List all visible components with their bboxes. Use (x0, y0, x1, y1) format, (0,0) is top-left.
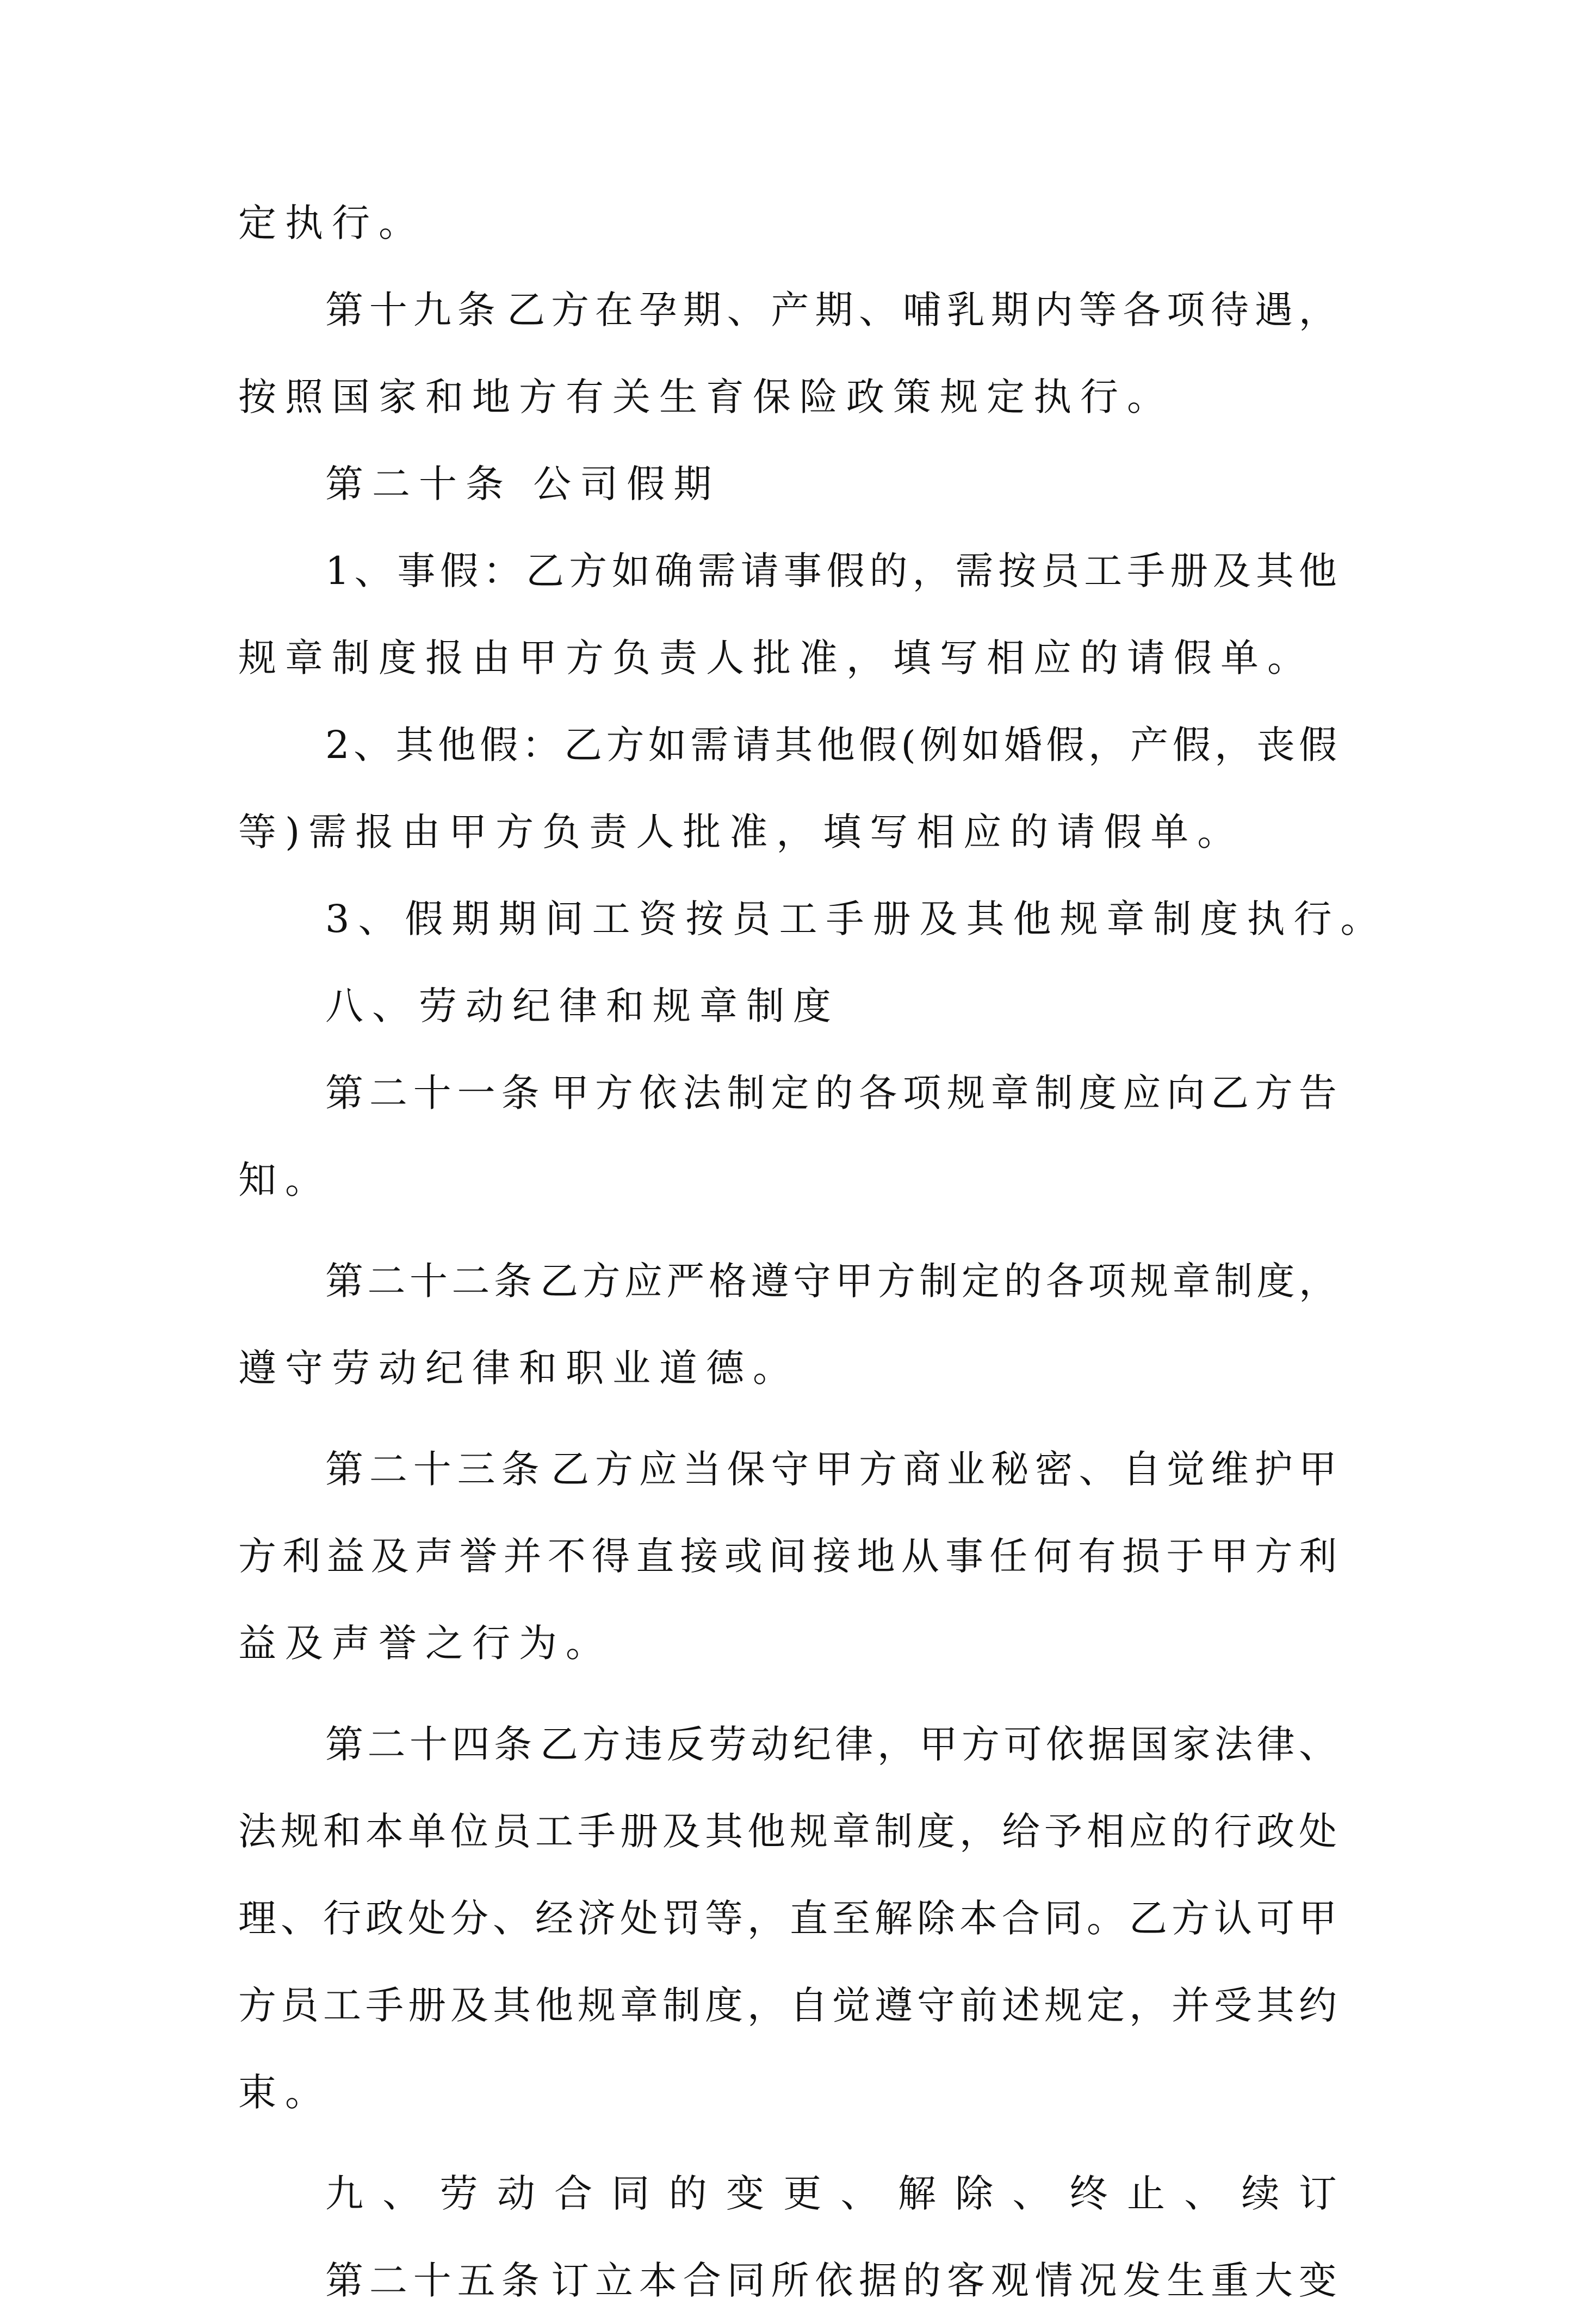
text-line: 第 二 十 三 条 乙 方 应 当 保 守 甲 方 商 业 秘 密 、 自 觉 维 护 甲 (325, 1447, 1337, 1492)
document-body (238, 179, 1387, 2324)
text-line: 第 十 九 条 乙 方 在 孕 期 、 产 期 、 哺 乳 期 内 等 各 项 待 遇 ， (325, 288, 1337, 332)
text-line: 3、假期期间工资按员工手册及其他规章制度执行。 (325, 897, 1387, 941)
text-line: 第 二 十 五 条 订 立 本 合 同 所 依 据 的 客 观 情 况 发 生 重 大 变 (325, 2258, 1337, 2303)
text-line: 1 、 事 假 ： 乙 方 如 确 需 请 事 假 的 ， 需 按 员 工 手 册 及 其 他 (325, 549, 1337, 593)
text-line: 定执行。 (238, 201, 425, 245)
text-line: 方 员 工 手 册 及 其 他 规 章 制 度 ， 自 觉 遵 守 前 述 规 定 ， 并 受 其 约 (238, 1983, 1337, 2028)
text-line: 方 利 益 及 声 誉 并 不 得 直 接 或 间 接 地 从 事 任 何 有 损 于 甲 方 利 (238, 1534, 1337, 1579)
text-line: 规章制度报由甲方负责人批准，填写相应的请假单。 (238, 636, 1314, 680)
text-line: 按照国家和地方有关生育保险政策规定执行。 (238, 375, 1174, 419)
text-line: 第二十条 公司假期 (325, 462, 721, 506)
text-line: 遵守劳动纪律和职业道德。 (238, 1346, 800, 1390)
text-line: 法 规 和 本 单 位 员 工 手 册 及 其 他 规 章 制 度 ， 给 予 相 应 的 行 政 处 (238, 1809, 1337, 1854)
text-line: 2 、 其 他 假 ： 乙 方 如 需 请 其 他 假 ( 例 如 婚 假 ， 产 假 ， 丧 假 (325, 723, 1337, 767)
text-line: 束。 (238, 2070, 332, 2115)
text-line: 益及声誉之行为。 (238, 1621, 612, 1666)
text-line: 知。 (238, 1158, 332, 1202)
text-line: 等)需报由甲方负责人批准，填写相应的请假单。 (238, 810, 1244, 854)
text-line: 九 、 劳 动 合 同 的 变 更 、 解 除 、 终 止 、 续 订 (325, 2171, 1337, 2216)
text-line: 八、劳动纪律和规章制度 (325, 984, 840, 1028)
text-line: 第 二 十 二 条 乙 方 应 严 格 遵 守 甲 方 制 定 的 各 项 规 章 制 度 ， (325, 1259, 1337, 1303)
text-line: 理 、 行 政 处 分 、 经 济 处 罚 等 ， 直 至 解 除 本 合 同 。 乙 方 认 可 甲 (238, 1896, 1337, 1941)
text-line: 第 二 十 四 条 乙 方 违 反 劳 动 纪 律 ， 甲 方 可 依 据 国 家 法 律 、 (325, 1722, 1337, 1767)
text-line: 第 二 十 一 条 甲 方 依 法 制 定 的 各 项 规 章 制 度 应 向 乙 方 告 (325, 1071, 1337, 1115)
